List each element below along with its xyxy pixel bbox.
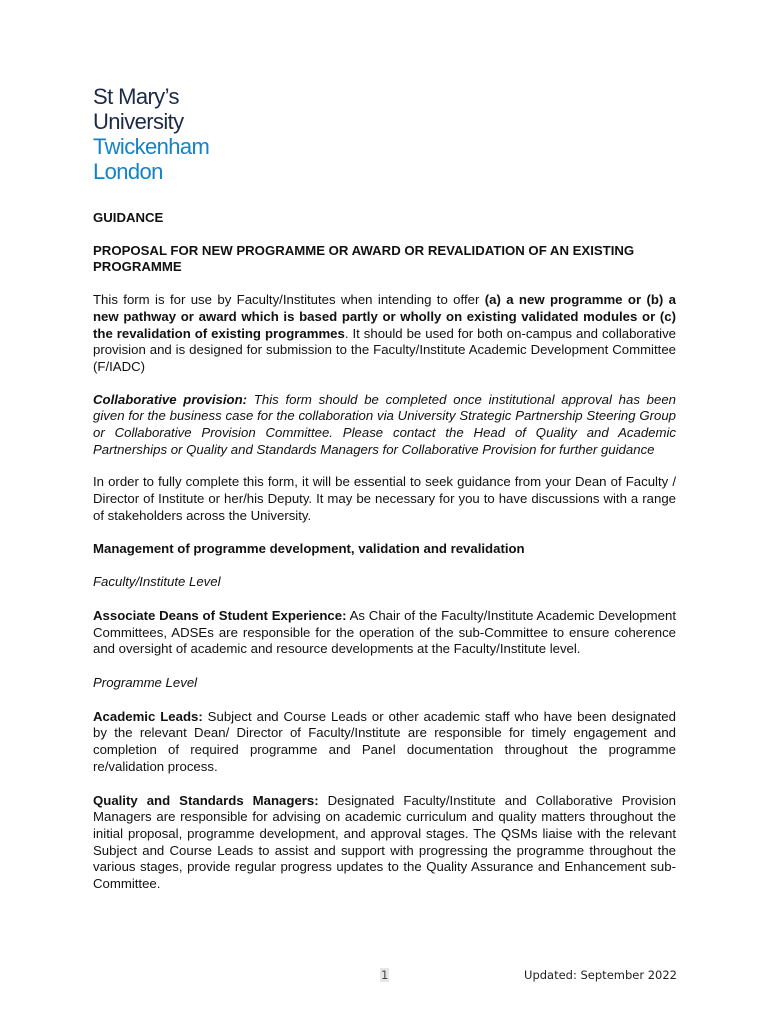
qsm-label: Quality and Standards Managers: (93, 792, 319, 808)
programme-level-subheading: Programme Level (93, 675, 198, 691)
logo-line-university: University (93, 109, 184, 134)
logo-line-london: London (93, 159, 163, 184)
adse-text: As Chair of the Faculty/Institute Academic Development Committees, ADSEs are responsible for the operation of the sub-Committee to ensure coherence and oversight of academic and resource developments at the Faculty/Institute level. (93, 607, 676, 657)
qsm-paragraph (93, 793, 676, 893)
page-footer (0, 968, 770, 984)
qsm-text: Designated Faculty/Institute and Collaborative Provision Managers are responsible for advising on academic curriculum and quality matters throughout the initial proposal, programme development, and approval stages. The QSMs liaise with the relevant Subject and Course Leads to assist and support with progressing the programme throughout the various stages, provide regular progress updates to the Quality Assurance and Enhancement sub-Committee. (93, 792, 676, 892)
document-body (93, 210, 676, 893)
university-logo (93, 84, 209, 184)
intro-bold-options: (a) a new programme or (b) a new pathway or award which is based partly or wholly on existing validated modules or (c) the revalidation of existing programmes (93, 292, 677, 341)
intro-text-2: . It should be used for both on-campus and collaborative provision and is designed for submission to the Faculty/Institute Academic Development Committee (F/IADC) (93, 325, 676, 374)
collaborative-provision-paragraph (93, 392, 676, 459)
academic-leads-text: Subject and Course Leads or other academic staff who have been designated by the relevant Dean/ Director of Faculty/Institute are responsible for timely engagement and completion of required programme and Panel documentation throughout the programme re/validation process. (93, 708, 676, 774)
management-heading: Management of programme development, validation and revalidation (93, 540, 525, 556)
document-title: PROPOSAL FOR NEW PROGRAMME OR AWARD OR REVALIDATION OF AN EXISTING PROGRAMME (93, 242, 635, 275)
collaborative-provision-label: Collaborative provision: (93, 391, 248, 407)
academic-leads-label: Academic Leads: (93, 708, 203, 724)
adse-paragraph (93, 608, 676, 658)
collaborative-provision-text: This form should be completed once institutional approval has been given for the business case for the collaboration via University Strategic Partnership Steering Group or Collaborative Provision Committee. Please contact the Head of Quality and Academic Partnerships or Quality and Standards Managers for Collaborative Provision for further guidance (93, 391, 677, 457)
guidance-paragraph: In order to fully complete this form, it will be essential to seek guidance from your Dean of Faculty / Director of Institute or her/his Deputy. It may be necessary for you to have discussions with a range of stakeholders across the University. (93, 474, 676, 523)
intro-text-1: This form is for use by Faculty/Institutes when intending to offer (93, 292, 485, 308)
page-number: 1 (381, 968, 389, 982)
academic-leads-paragraph (93, 709, 676, 776)
logo-line-twickenham: Twickenham (93, 134, 210, 159)
faculty-level-subheading: Faculty/Institute Level (93, 574, 221, 590)
adse-label: Associate Deans of Student Experience: (93, 607, 347, 623)
updated-date: Updated: September 2022 (524, 968, 677, 982)
logo-line-st-marys: St Mary’s (93, 84, 179, 109)
intro-paragraph (93, 292, 676, 376)
guidance-heading: GUIDANCE (93, 210, 164, 225)
